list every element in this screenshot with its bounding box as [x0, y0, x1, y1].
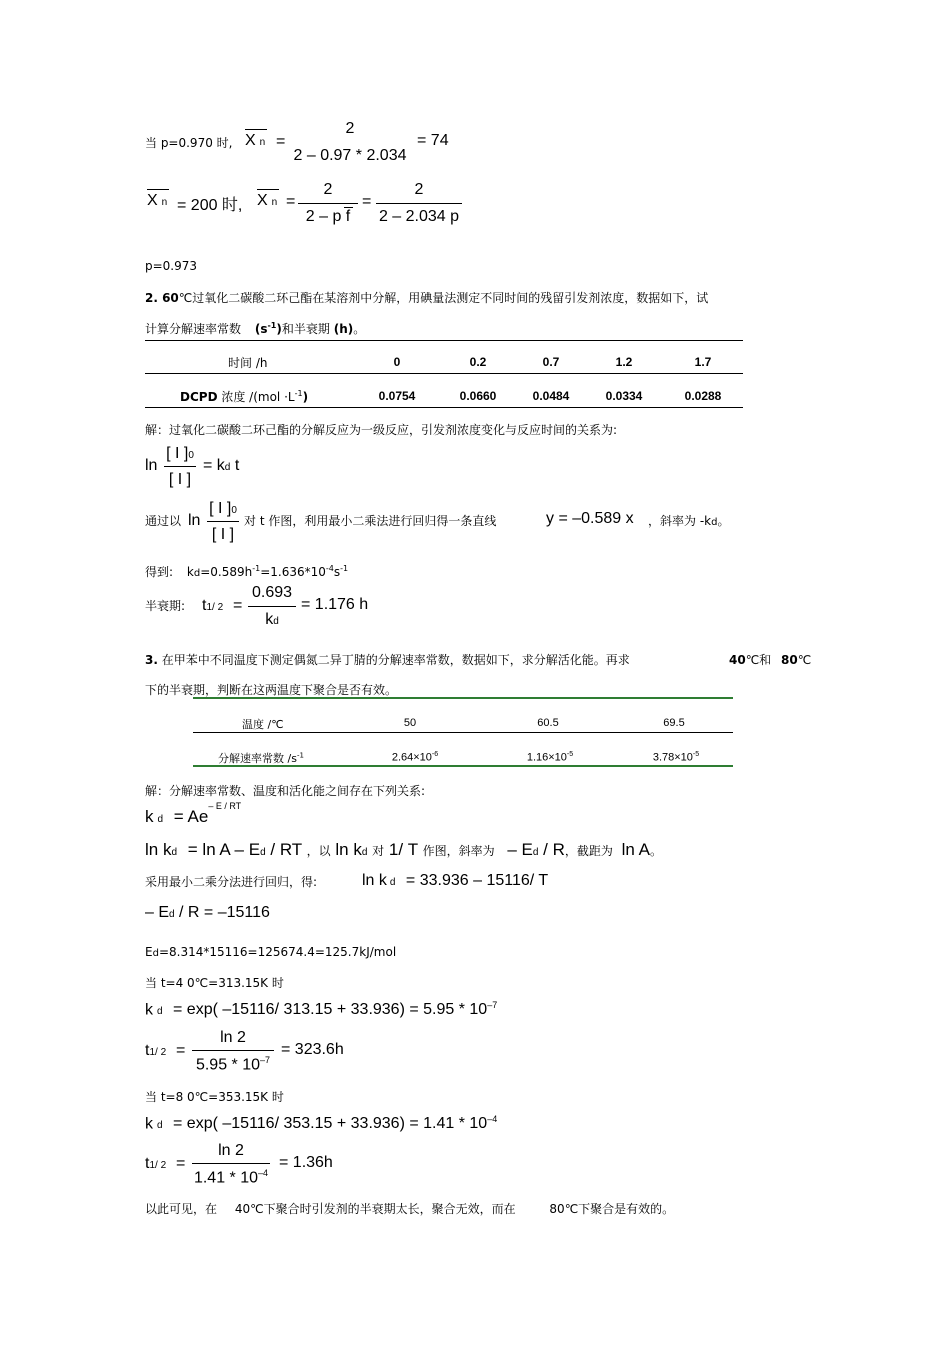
when-p-text: 当 p=0.970 时, [145, 136, 233, 150]
q2-table-top-rule [145, 340, 743, 341]
q2-table-mid-rule [145, 373, 743, 374]
t-half-symbol: t1/ 2 [202, 597, 224, 614]
ln-fraction-numerator: [ I ]0 [166, 445, 194, 462]
half-life-denominator: kd [265, 611, 279, 628]
eq3-denominator: 2 – 2.034 p [378, 208, 460, 225]
half-life-numerator: 0.693 [251, 584, 293, 601]
ln-fraction2-numerator: [ I ]0 [209, 500, 237, 517]
q2-conc-cell: 0.0484 [532, 389, 570, 403]
eq3-fraction-bar [376, 203, 462, 204]
q2-plot-text-a: 通过以 [145, 514, 182, 528]
regression-equation: ln k d = 33.936 – 15116/ T [362, 872, 549, 889]
xn-overbar-3 [257, 189, 279, 190]
q2-table-bottom-rule [145, 407, 743, 408]
q3-table-top-rule [193, 697, 733, 699]
q2-row1-label: 时间 /h [228, 356, 268, 370]
t-half-40-numerator: ln 2 [220, 1029, 246, 1046]
xn-200-text: = 200 时, [177, 197, 243, 214]
q3-temp-cell: 60.5 [537, 717, 559, 729]
ed-value: Ed=8.314*15116=125674.4=125.7kJ/mol [145, 945, 397, 959]
q3-rate-cell: $2.64\times 10^{-6}$ [391, 751, 439, 764]
q3-title-temps: 40℃和 80℃ [729, 653, 812, 667]
equals-sign-5: = [176, 1042, 186, 1059]
q2-conc-cell: 0.0660 [459, 389, 497, 403]
q3-solution-intro: 解：分解速率常数、温度和活化能之间存在下列关系: [145, 784, 426, 798]
q3-rate-cell: $1.16\times 10^{-5}$ [526, 751, 574, 764]
arrhenius-equation: kd = $Ae^{- E / RT}$ [145, 801, 242, 826]
t-half-40-fraction-bar [192, 1050, 274, 1051]
xn-symbol-2: Xn [147, 192, 168, 209]
equals-sign-2: = [286, 193, 296, 210]
half-life-label: 半衰期: [145, 599, 186, 613]
q2-time-cell: 0.7 [542, 355, 560, 369]
eq1-fraction-bar [288, 143, 412, 144]
q3-conclusion: 以此可见，在 40℃下聚合时引发剂的半衰期太长，聚合无效，而在 80℃下聚合是有效的。 [145, 1202, 675, 1216]
t-half-40-denominator: $5.95 * 10^{-7}$ [195, 1055, 271, 1074]
ln-fraction2-bar [207, 521, 239, 522]
t-half-40-symbol: t1/ 2 [145, 1042, 167, 1059]
equals-sign: = [276, 133, 286, 150]
eq2-denominator: 2 – p f [305, 208, 351, 225]
eq2-numerator: 2 [323, 181, 333, 198]
equals-sign-6: = [176, 1155, 186, 1172]
q2-time-cell: 0.2 [469, 355, 487, 369]
line-equation: y = –0.589 x [546, 510, 634, 527]
q2-title-line1: 2. 60℃过氧化二碳酸二环己酯在某溶剂中分解，用碘量法测定不同时间的残留引发剂浓度，数据如下，试 [145, 291, 709, 305]
q2-conc-cell: 0.0334 [605, 389, 643, 403]
slope-text: ，斜率为 -kd。 [648, 514, 730, 528]
ln-symbol: ln [145, 457, 158, 474]
f-overbar [344, 207, 353, 208]
q2-solution-intro: 解：过氧化二碳酸二环己酯的分解反应为一级反应，引发剂浓度变化与反应时间的关系为: [145, 423, 618, 437]
ed-over-r-equation: – Ed / R = –15116 [145, 904, 270, 921]
xn-symbol-3: Xn [257, 192, 278, 209]
ln-symbol-2: ln [188, 512, 201, 529]
q2-time-cell: 0 [393, 355, 401, 369]
eq2-fraction-bar [298, 203, 358, 204]
q2-title-line2: 计算分解速率常数 $(s^{-1})$和半衰期 (h)。 [145, 321, 366, 336]
q3-row1-label: 温度 /℃ [242, 718, 284, 731]
t-half-80-denominator: $1.41 * 10^{-4}$ [193, 1168, 269, 1187]
q3-table-bottom-rule [193, 765, 733, 767]
eq1-denominator: 2 – 0.97 * 2.034 [293, 147, 407, 164]
q2-conc-cell: 0.0288 [684, 389, 722, 403]
equals-sign-3: = [362, 193, 372, 210]
ln-fraction2-denominator: [ I ] [211, 526, 235, 543]
q2-time-cell: 1.2 [615, 355, 633, 369]
xn-overbar [245, 129, 267, 130]
q3-temp-cell: 69.5 [663, 717, 685, 729]
q2-row2-label: DCPD 浓度 $/(mol \cdot L^{-1})$ [180, 389, 309, 404]
q3-table-mid-rule [193, 732, 733, 733]
q3-title-line1: 3. 在甲苯中不同温度下测定偶氮二异丁腈的分解速率常数，数据如下，求分解活化能。再求 [145, 653, 630, 667]
t-half-80-fraction-bar [192, 1163, 270, 1164]
eq3-numerator: 2 [414, 181, 424, 198]
t-half-80-result: = 1.36h [279, 1154, 333, 1171]
t-half-80-numerator: ln 2 [218, 1142, 244, 1159]
q2-conc-cell: 0.0754 [378, 389, 416, 403]
q3-row2-label: 分解速率常数 $/s^{-1}$ [218, 751, 304, 765]
linearized-equation: ln kd = ln A – Ed / RT ，以 ln kd 对 1/ T 作图，斜率为 – Ed / R，截距为 ln A。 [145, 840, 663, 859]
q3-rate-cell: $3.78\times 10^{-5}$ [652, 751, 700, 764]
kd-40-equation: kd = exp( –15116/ $313.15 + 33.936) = 5.95 * 10^{-7}$ [145, 1000, 498, 1019]
q2-time-cell: 1.7 [694, 355, 712, 369]
regression-text: 采用最小二乘分法进行回归，得: [145, 875, 318, 889]
equals-sign-4: = [233, 597, 243, 614]
xn-overbar-2 [147, 189, 169, 190]
kd-80-equation: kd = exp( –15116/ $353.15 + 33.936) = 1.41 * 10^{-4}$ [145, 1114, 498, 1133]
eq1-numerator: 2 [345, 120, 355, 137]
q3-title-line2: 下的半衰期，判断在这两温度下聚合是否有效。 [145, 683, 398, 697]
half-life-fraction-bar [248, 606, 296, 607]
q2-plot-text-b: 对 t 作图，利用最小二乘法进行回归得一条直线 [244, 514, 497, 528]
half-life-result: = 1.176 h [301, 596, 369, 613]
ln-fraction-bar [164, 466, 196, 467]
p-result: p=0.973 [145, 259, 198, 273]
q3-temp-cell: 50 [403, 717, 417, 729]
xn-symbol: Xn [245, 132, 266, 149]
t-half-80-symbol: t1/ 2 [145, 1155, 167, 1172]
ln-fraction-denominator: [ I ] [168, 471, 192, 488]
eq1-result: = 74 [417, 132, 449, 149]
when-80c: 当 t=8 0℃=353.15K 时 [145, 1090, 284, 1104]
kd-t-rhs: = kd t [203, 457, 240, 474]
when-40c: 当 t=4 0℃=313.15K 时 [145, 976, 284, 990]
kd-result: 得到: $kd=0.589h^{-1}=1.636*10^{-4}s^{-1}$ [145, 564, 349, 579]
t-half-40-result: = 323.6h [281, 1041, 344, 1058]
